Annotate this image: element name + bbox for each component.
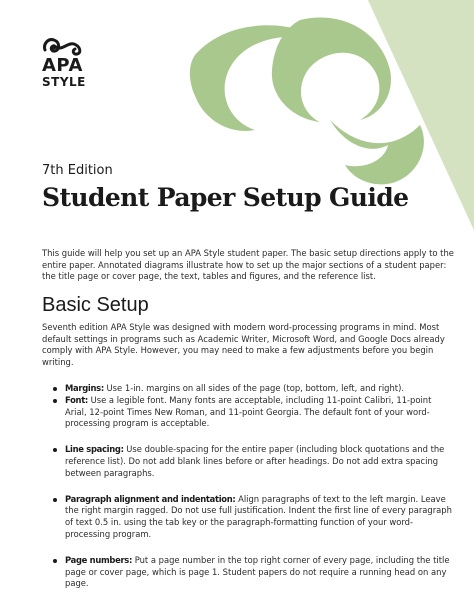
bullet-icon <box>53 498 57 502</box>
list-item-line-spacing <box>42 444 454 479</box>
logo-style-text: STYLE <box>42 75 86 89</box>
list-item-page-numbers <box>42 555 454 590</box>
section-heading-basic-setup: Basic Setup <box>42 293 149 316</box>
item-term: Page numbers: <box>65 554 133 565</box>
item-text: Use double-spacing for the entire paper (including block quotations and the reference list). Do not add blank lines before or after headings. Do not add extra spacing between paragraphs. <box>65 444 445 478</box>
item-text: Align paragraphs of text to the left margin. Leave the right margin ragged. Do not use full justification. Indent the first line of every paragraph of text 0.5 in. using the tab key or the paragraph-formatting function of your word-processing program. <box>65 493 452 539</box>
intro-paragraph: This guide will help you set up an APA Style student paper. The basic setup directions apply to the entire paper. Annotated diagrams illustrate how to set up the major sections of a student paper: the title page or cover page, the text, tables and figures, and the reference list. <box>42 248 454 282</box>
item-text: Put a page number in the top right corner of every page, including the title page or cover page, which is page 1. Student papers do not require a running head on any page. <box>65 554 450 589</box>
bullet-icon <box>53 387 57 391</box>
item-term: Margins: <box>65 382 104 393</box>
item-text: Use a legible font. Many fonts are acceptable, including 11-point Calibri, 11-point Arial, 12-point Times New Roman, and 11-point Georgia. The default font of your word-processing program is acceptable. <box>65 394 432 429</box>
item-text: Use 1-in. margins on all sides of the page (top, bottom, left, and right). <box>103 382 405 393</box>
bullet-icon <box>53 559 57 563</box>
item-term: Line spacing: <box>65 444 124 455</box>
item-term: Paragraph alignment and indentation: <box>65 493 236 504</box>
main-content <box>42 248 454 590</box>
header-band <box>0 0 474 230</box>
apa-style-logo <box>42 55 86 90</box>
bullet-icon <box>53 448 57 452</box>
list-item-paragraph-alignment <box>42 494 454 541</box>
list-item-margins <box>42 383 454 395</box>
section-intro-paragraph: Seventh edition APA Style was designed with modern word-processing programs in mind. Most default settings in programs such as Academic Writer, Microsoft Word, and Google Docs already comply with APA Style. However, you may need to make a few adjustments before you begin writing. <box>42 321 445 368</box>
list-item-font <box>42 395 454 430</box>
setup-list <box>42 383 454 590</box>
edition-label: 7th Edition <box>42 163 113 178</box>
page-title: Student Paper Setup Guide <box>42 183 409 212</box>
logo-apa-text: APA <box>42 55 83 76</box>
item-term: Font: <box>65 394 88 405</box>
bullet-icon <box>53 399 57 403</box>
